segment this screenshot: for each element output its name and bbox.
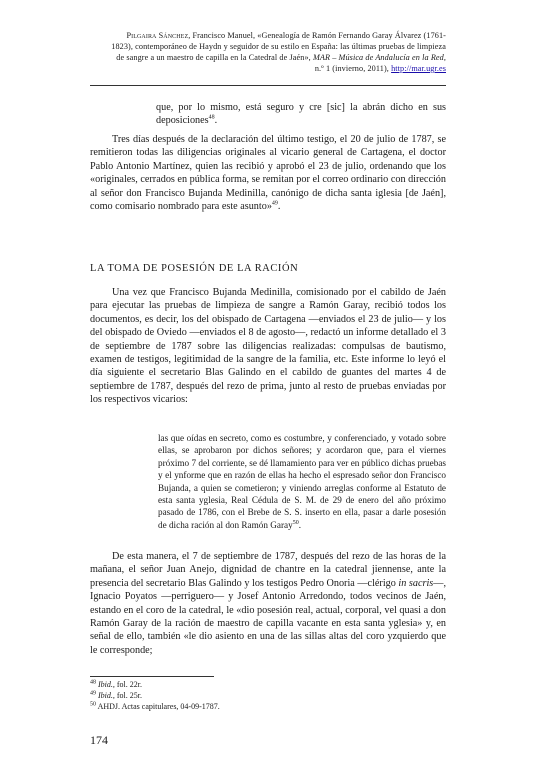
quote2-text: las que oídas en secreto, como es costumbre, y conferenciado, y votado sobre ellas, se aprobaron por dichos señores; y acordaron que, para el viernes próximo 7 del corriente, se dé llamamiento para ver en público dichas pruebas y el ynforme que en razón de ellas ha hecho el espresado señor don Francisco Bujanda, a quien se cometieron; y viniendo arreglas conforme al Estatuto de esta santa yglesia, Real Cédula de S. M. de 29 de enero del año próximo pasado de 1786, con el Brebe de S. S. inserto en ella, pasar a darle posesión de dicha ración al don Ramón Garay (158, 433, 446, 530)
paragraph-2: Una vez que Francisco Bujanda Medinilla, comisionado por el cabildo de Jaén para ejecutar las pruebas de limpieza de sangre a Ramón Garay, recibió todos los documentos, es decir, los del obispado de Cartagena —enviados el 23 de julio— y los del obispado de Oviedo —enviados el 8 de agosto—, redactó un informe detallado el 3 de septiembre de 1787 sobre las diligencias realizadas: compulsas de bautismo, examen de testigos, legitimidad de la sangre de la familia, etc. Este informe lo leyó el día siguiente el secretario Blas Galindo en el cabildo de guantes del martes 4 de septiembre de 1787, después del rezo de prima, junto al resto de pruebas enviadas por los respectivos vicarios: (90, 287, 446, 406)
footnote-50 (90, 702, 446, 713)
footnote-number: 49 (90, 690, 96, 697)
paragraph-3 (90, 550, 446, 657)
footnote-ref-49[interactable]: 49 (271, 200, 278, 207)
footnote-ref-48[interactable]: 48 (208, 115, 215, 122)
footnote-48 (90, 680, 446, 691)
paragraph3-part1: De esta manera, el 7 de septiembre de 1787, después del rezo de las horas de la mañana, el señor Juan Anejo, dignidad de chantre en la catedral jiennense, ante la presencia del secretario Blas Galindo y los testigos Pedro Onoria —clérigo (90, 551, 446, 589)
footnote-49 (90, 691, 446, 702)
footnote-ibid: Ibid. (98, 690, 113, 700)
header-line3-end: , (443, 53, 446, 62)
header-journal: MAR – Música de Andalucía en la Red (312, 53, 444, 62)
paragraph3-italic: in sacris (398, 577, 434, 589)
footnote-ref-50[interactable]: 50 (292, 519, 299, 526)
header-line4: n.º 1 (invierno, 2011), (314, 64, 392, 73)
paragraph1-text: Tres días después de la declaración del último testigo, el 20 de julio de 1787, se remitieron todas las diligencias originales al vicario general de Cartagena, el doctor Pablo Antonio Martínez, quien las recibió y aprobó el 23 de julio, ordenando que los «originales, cerrados en pública forma, se remitan por el correo ordinario con dirección al señor don Francisco Bujanda Medinilla, canónigo de dicha santa iglesia [de Jaén], como comisario nombrado para este asunto» (90, 134, 446, 213)
paragraph1-end: . (277, 201, 281, 213)
footnote-text: , fol. 22r. (112, 680, 142, 689)
quote1-end: . (214, 115, 218, 127)
footnote-ibid: Ibid. (98, 680, 113, 689)
footnote-text: , fol. 25r. (112, 690, 142, 700)
header-url-link[interactable]: http://mar.ugr.es (391, 64, 446, 73)
paragraph-1 (90, 133, 446, 213)
paragraph3-part2: —, Ignacio Poyatos —perriguero— y Josef Antonio Arredondo, todos vecinos de Jaén, estando en el coro de la catedral, le «dio posesión real, actual, corporal, vel quasi a don Ramón Garay de la ración de maestro de capilla vacante en esta santa yglesia» y, en señal de ello, también «le dio asiento en una de las sillas altas del coro yzquierdo que le corresponde; (90, 577, 446, 656)
block-quote-1 (156, 101, 446, 128)
footnotes (90, 680, 446, 712)
block-quote-2 (158, 432, 446, 531)
header-author: Pilgaira Sánchez (126, 31, 189, 40)
running-header (90, 30, 446, 74)
quote1-text: que, por lo mismo, está seguro y cre [sic] la abrán dicho en sus deposiciones (156, 102, 446, 127)
header-line3: de sangre a un maestro de capilla en la Catedral de Jaén», (116, 53, 313, 62)
header-divider (90, 85, 446, 86)
footnote-number: 50 (90, 700, 96, 707)
quote2-end: . (298, 519, 301, 530)
footnote-number: 48 (90, 679, 96, 686)
header-line1: , Francisco Manuel, «Genealogía de Ramón Fernando Garay Álvarez (1761- (188, 31, 446, 40)
footnote-text: AHDJ. Actas capitulares, 04-09-1787. (97, 701, 220, 711)
footnote-divider (90, 676, 214, 677)
header-line2: 1823), contemporáneo de Haydn y seguidor de su estilo en España: las últimas pruebas de limpieza (111, 42, 446, 51)
page-number: 174 (90, 733, 108, 747)
section-heading: LA TOMA DE POSESIÓN DE LA RACIÓN (90, 263, 299, 274)
